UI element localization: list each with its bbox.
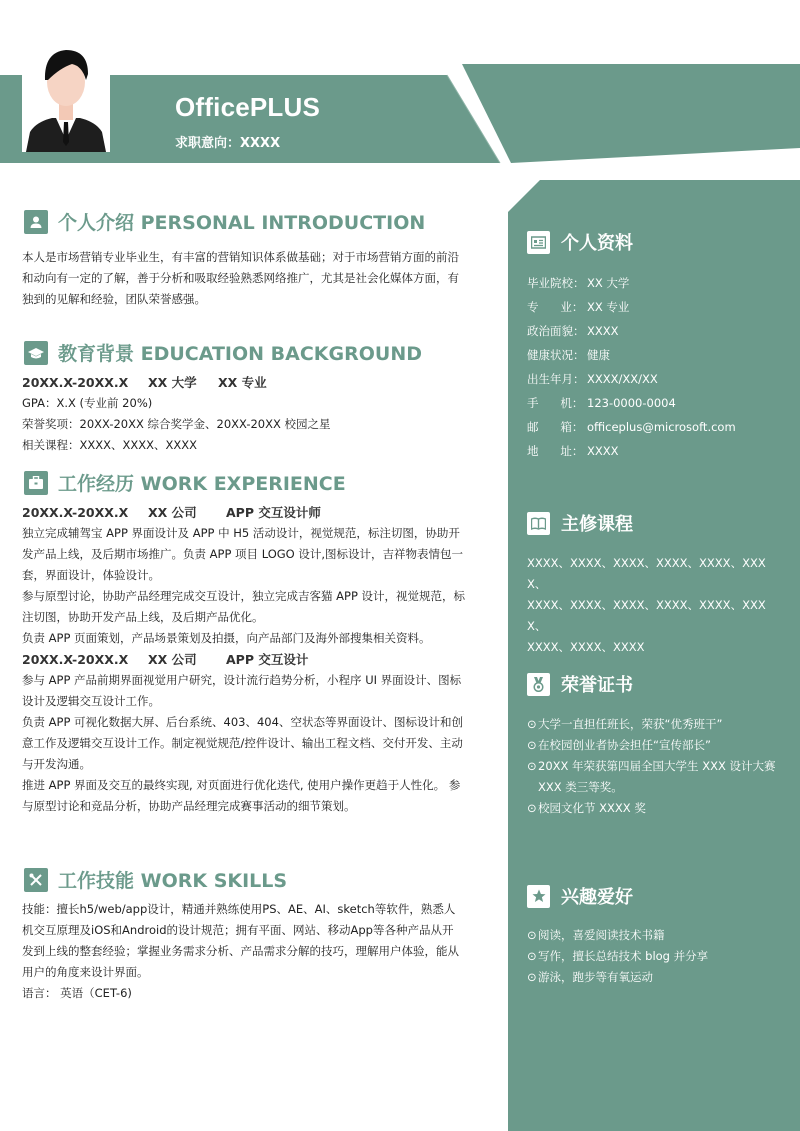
bullet-icon: ⊙	[527, 738, 537, 752]
bullet-icon: ⊙	[527, 801, 537, 815]
person-icon	[24, 210, 48, 234]
intro-body	[22, 247, 490, 310]
intro-line: 本人是市场营销专业毕业生，有丰富的营销知识体系做基础；对于市场营销方面的前沿	[22, 250, 459, 264]
profile-label: 邮 箱：	[527, 420, 584, 434]
job-objective-label: 求职意向：	[175, 136, 241, 151]
job-line: 套，界面设计，体验设计。	[22, 568, 160, 582]
profile-row	[527, 295, 785, 319]
tools-icon	[24, 868, 48, 892]
courses-title: 主修课程	[561, 514, 633, 535]
job-line: 负责 APP 可视化数据大屏、后台系统、403、404、空状态等界面设计、图标设计和创	[22, 715, 463, 729]
intro-title: 个人介绍 PERSONAL INTRODUCTION	[58, 212, 426, 234]
job-role: APP 交互设计	[226, 652, 309, 667]
book-icon	[527, 512, 550, 535]
job-header-row	[22, 502, 490, 523]
honors-title: 荣誉证书	[561, 675, 633, 696]
honor-item	[527, 714, 785, 735]
skills-section-title	[24, 866, 287, 893]
star-icon	[527, 885, 550, 908]
bullet-icon: ⊙	[527, 928, 537, 942]
job-period: 20XX.X-20XX.X	[22, 505, 129, 520]
profile-row	[527, 271, 785, 295]
profile-row	[527, 415, 785, 439]
id-card-icon	[527, 231, 550, 254]
profile-list	[527, 271, 785, 463]
job-line: 独立完成辅驾宝 APP 界面设计及 APP 中 H5 活动设计，视觉规范，标注切图，协助开	[22, 526, 460, 540]
job-period: 20XX.X-20XX.X	[22, 652, 129, 667]
profile-label: 出生年月：	[527, 372, 585, 386]
medal-icon	[527, 673, 550, 696]
honors-section-title	[527, 671, 633, 697]
job-line: 与原型讨论和竞品分析，协助产品经理完成赛事活动的细节策划。	[22, 799, 356, 813]
hobby-text: 写作，擅长总结技术 blog 并分享	[538, 949, 709, 963]
profile-section-title	[527, 229, 633, 255]
candidate-name: OfficePLUS	[175, 92, 321, 122]
profile-row	[527, 367, 785, 391]
profile-label: 手 机：	[527, 396, 584, 410]
profile-value: XX 大学	[587, 276, 630, 290]
profile-value: XXXX	[587, 324, 619, 338]
hobby-text: 游泳，跑步等有氧运动	[538, 970, 653, 984]
avatar	[22, 36, 110, 152]
intro-line: 独到的见解和经验，团队荣誉感强。	[22, 292, 206, 306]
job-line: 负责 APP 页面策划，产品场景策划及拍摄，向产品部门及海外部搜集相关资料。	[22, 631, 431, 645]
skills-line: 机交互原理及iOS和Android的设计规范；拥有平面、网站、移动App等各种产品从开	[22, 923, 454, 937]
work-section-title	[24, 469, 346, 496]
profile-value: XXXX/XX/XX	[587, 372, 658, 386]
bullet-icon: ⊙	[527, 970, 537, 984]
hobby-item	[527, 946, 785, 967]
skills-line: 语言： 英语（CET-6)	[22, 986, 132, 1000]
education-body	[22, 372, 490, 456]
education-line: GPA：X.X (专业前 20%)	[22, 396, 153, 410]
profile-row	[527, 391, 785, 415]
profile-row	[527, 319, 785, 343]
work-title: 工作经历 WORK EXPERIENCE	[58, 473, 346, 495]
graduation-cap-icon	[24, 341, 48, 365]
job-company: XX 公司	[148, 505, 197, 520]
skills-line: 发到上线的整套经验；掌握业务需求分析、产品需求分解的技巧，理解用户体验，能从	[22, 944, 459, 958]
education-title: 教育背景 EDUCATION BACKGROUND	[58, 343, 422, 365]
hobbies-section-title	[527, 883, 633, 909]
skills-line: 用户的角度来设计界面。	[22, 965, 149, 979]
header-band	[0, 0, 800, 180]
honor-item	[527, 798, 785, 819]
hobby-text: 阅读，喜爱阅读技术书籍	[538, 928, 665, 942]
honor-item	[527, 756, 785, 798]
profile-label: 毕业院校：	[527, 276, 585, 290]
honor-text: 大学一直担任班长，荣获“优秀班干”	[538, 717, 723, 731]
education-school: XX 大学	[148, 375, 197, 390]
job-line: 参与原型讨论，协助产品经理完成交互设计，独立完成吉客猫 APP 设计，视觉规范，标	[22, 589, 466, 603]
job-line: 发产品上线，及后期市场推广。负责 APP 项目 LOGO 设计,图标设计，吉祥物表情包一	[22, 547, 464, 561]
bullet-icon: ⊙	[527, 759, 537, 773]
job-line: 注切图，协助开发产品上线，及后期产品优化。	[22, 610, 264, 624]
education-header-row	[22, 372, 490, 393]
hobby-item	[527, 925, 785, 946]
profile-value: officeplus@microsoft.com	[587, 420, 736, 434]
skills-title: 工作技能 WORK SKILLS	[58, 870, 288, 892]
intro-section-title	[24, 208, 425, 235]
skills-body	[22, 899, 490, 1004]
courses-line: XXXX、XXXX、XXXX、XXXX、XXXX、XXXX、	[527, 556, 766, 591]
honor-text: 在校园创业者协会担任“宣传部长”	[538, 738, 711, 752]
intro-line: 和动向有一定的了解，善于分析和吸取经验熟悉网络推广，尤其是社会化媒体方面，有	[22, 271, 459, 285]
profile-value: 123-0000-0004	[587, 396, 676, 410]
profile-value: XX 专业	[587, 300, 630, 314]
job-role: APP 交互设计师	[226, 505, 321, 520]
education-line: 相关课程：XXXX、XXXX、XXXX	[22, 438, 198, 452]
job-objective-value: XXXX	[240, 136, 281, 151]
profile-row	[527, 439, 785, 463]
honor-text: 20XX 年荣获第四届全国大学生 XXX 设计大赛 XXX 类三等奖。	[538, 759, 776, 794]
education-period: 20XX.X-20XX.X	[22, 375, 129, 390]
profile-row	[527, 343, 785, 367]
hobbies-title: 兴趣爱好	[561, 887, 633, 908]
profile-label: 专 业：	[527, 300, 584, 314]
profile-value: XXXX	[587, 444, 619, 458]
skills-line: 技能：擅长h5/web/app设计，精通并熟练使用PS、AE、AI、sketch等软件，熟悉人	[22, 902, 456, 916]
bullet-icon: ⊙	[527, 949, 537, 963]
courses-section-title	[527, 510, 633, 536]
hobby-item	[527, 967, 785, 988]
hobbies-list	[527, 925, 785, 988]
education-section-title	[24, 339, 422, 366]
profile-label: 政治面貌：	[527, 324, 585, 338]
profile-label: 健康状况：	[527, 348, 585, 362]
education-major: XX 专业	[218, 375, 267, 390]
education-line: 荣誉奖项：20XX-20XX 综合奖学金、20XX-20XX 校园之星	[22, 417, 331, 431]
job-objective	[175, 132, 280, 151]
honors-list	[527, 714, 785, 819]
job-line: 设计及逻辑交互设计工作。	[22, 694, 160, 708]
job-line: 意工作及逻辑交互设计工作。制定视觉规范/控件设计、输出工程文档、交付开发、主动	[22, 736, 463, 750]
profile-label: 地 址：	[527, 444, 584, 458]
bullet-icon: ⊙	[527, 717, 537, 731]
courses-list	[527, 553, 785, 658]
briefcase-icon	[24, 471, 48, 495]
courses-line: XXXX、XXXX、XXXX、XXXX、XXXX、XXXX、	[527, 598, 766, 633]
job-header-row	[22, 649, 490, 670]
honor-item	[527, 735, 785, 756]
job-line: 推进 APP 界面及交互的最终实现, 对页面进行优化迭代, 使用户操作更趋于人性化。 参	[22, 778, 461, 792]
job-company: XX 公司	[148, 652, 197, 667]
job-line: 参与 APP 产品前期界面视觉用户研究，设计流行趋势分析，小程序 UI 界面设计、图标	[22, 673, 462, 687]
profile-value: 健康	[587, 348, 610, 362]
work-body	[22, 502, 490, 817]
job-line: 与开发沟通。	[22, 757, 91, 771]
honor-text: 校园文化节 XXXX 奖	[538, 801, 646, 815]
profile-title: 个人资料	[561, 233, 633, 254]
courses-line: XXXX、XXXX、XXXX	[527, 640, 645, 654]
